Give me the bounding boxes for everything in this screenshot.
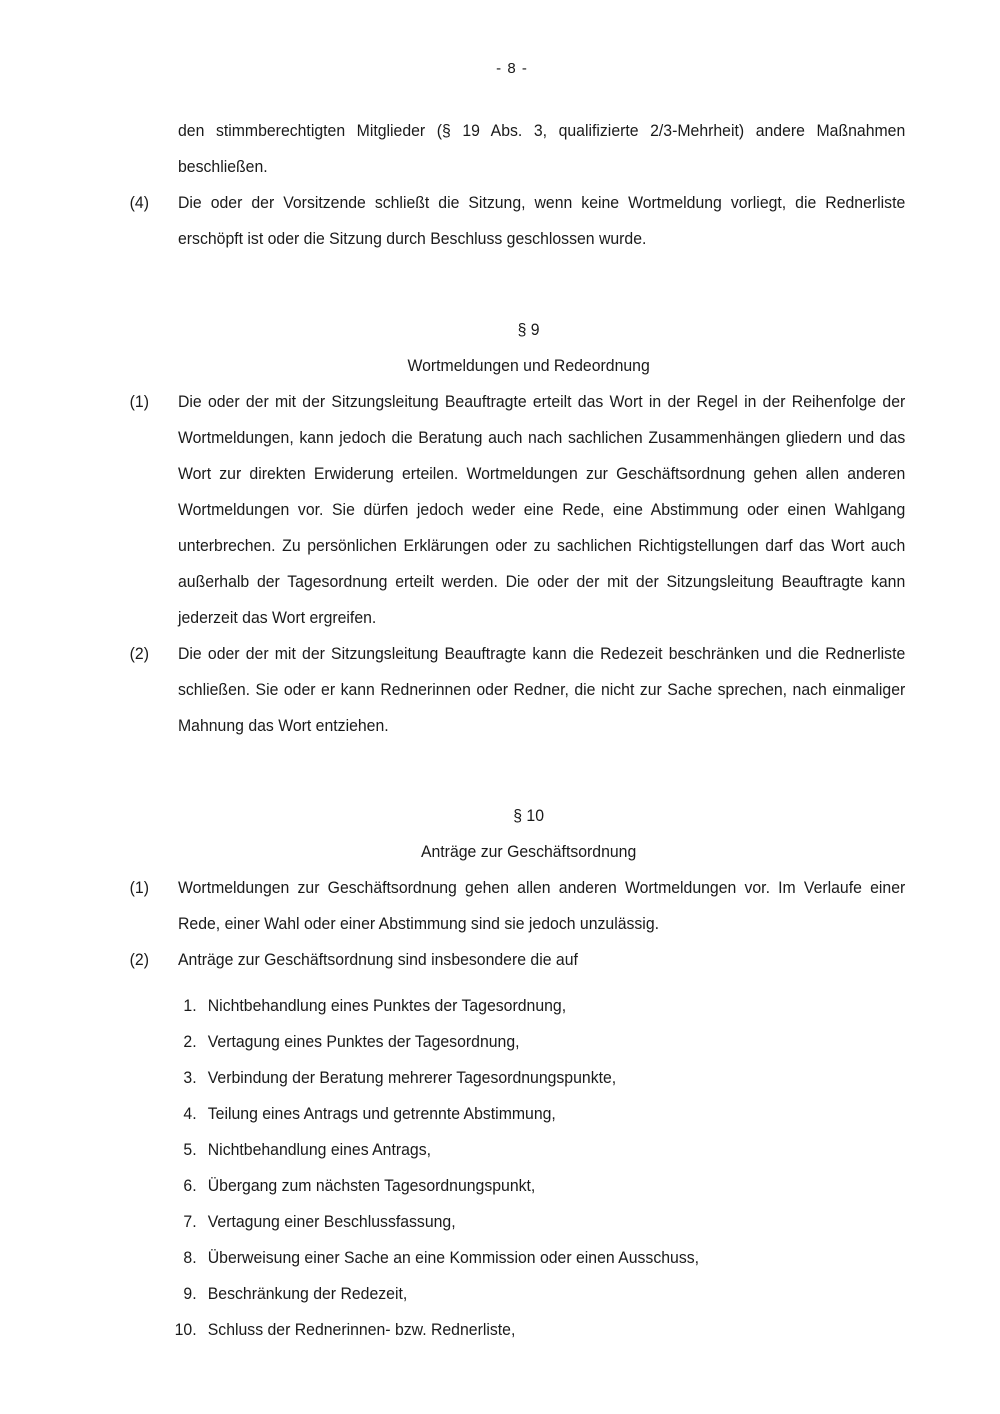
paragraph-number: (2)	[129, 644, 149, 663]
list-number: 10.	[174, 1320, 197, 1339]
list-item	[178, 1276, 905, 1312]
list-text: Schluss der Rednerinnen- bzw. Rednerliste,	[207, 1320, 516, 1339]
paragraph-4	[129, 185, 906, 257]
paragraph-text: Die oder der mit der Sitzungsleitung Beauftragte kann die Redezeit beschränken und die Rednerliste schließen. Sie oder er kann Rednerinnen oder Redner, die nicht zur Sache sprechen, nach einmaliger Mahnung das Wort entziehen.	[178, 644, 906, 735]
list-text: Überweisung einer Sache an eine Kommission oder einen Ausschuss,	[207, 1248, 700, 1267]
list-number: 9.	[183, 1284, 197, 1303]
list-item	[178, 1132, 905, 1168]
list-text: Verbindung der Beratung mehrerer Tagesordnungspunkte,	[207, 1068, 617, 1087]
list-number: 1.	[183, 996, 197, 1015]
section-9-paragraph-2	[129, 636, 906, 744]
motions-list	[174, 988, 905, 1348]
list-number: 8.	[183, 1248, 197, 1267]
paragraph-number: (4)	[129, 193, 149, 212]
list-number: 7.	[183, 1212, 197, 1231]
list-number: 2.	[183, 1032, 197, 1051]
list-text: Übergang zum nächsten Tagesordnungspunkt,	[207, 1176, 536, 1195]
list-number: 3.	[183, 1068, 197, 1087]
list-number: 6.	[183, 1176, 197, 1195]
paragraph-text: Anträge zur Geschäftsordnung sind insbesondere die auf	[178, 950, 578, 969]
section-9-paragraph-1	[129, 384, 906, 636]
page-number: - 8 -	[496, 60, 528, 77]
list-text: Vertagung eines Punktes der Tagesordnung,	[207, 1032, 520, 1051]
paragraph-text: Die oder der mit der Sitzungsleitung Beauftragte erteilt das Wort in der Regel in der Reihenfolge der Wortmeldungen, kann jedoch die Beratung auch nach sachlichen Zusammenhängen gliedern und das Wort zur direkten Erwiderung erteilen. Wortmeldungen zur Geschäftsordnung gehen allen anderen Wortmeldungen vor. Sie dürfen jedoch weder eine Rede, eine Abstimmung oder einen Wahlgang unterbrechen. Zu persönlichen Erklärungen oder zu sachlichen Richtigstellungen darf das Wort auch außerhalb der Tagesordnung erteilt werden. Die oder der mit der Sitzungsleitung Beauftragte kann jederzeit das Wort ergreifen.	[178, 392, 906, 627]
section-10-paragraph-1	[129, 870, 906, 942]
section-10-paragraph-2	[129, 942, 905, 978]
list-item	[178, 988, 905, 1024]
paragraph-continuation: den stimmberechtigten Mitglieder (§ 19 Abs. 3, qualifizierte 2/3-Mehrheit) andere Maßnahmen beschließen.	[178, 121, 906, 176]
list-item	[178, 1096, 905, 1132]
document-body	[129, 113, 906, 1348]
section-10-title: Anträge zur Geschäftsordnung	[420, 842, 637, 861]
list-number: 4.	[183, 1104, 197, 1123]
section-9-title: Wortmeldungen und Redeordnung	[407, 356, 650, 375]
list-item	[178, 1240, 905, 1276]
list-text: Beschränkung der Redezeit,	[207, 1284, 408, 1303]
paragraph-text: Die oder der Vorsitzende schließt die Sitzung, wenn keine Wortmeldung vorliegt, die Rednerliste erschöpft ist oder die Sitzung durch Beschluss geschlossen wurde.	[178, 193, 906, 248]
list-number: 5.	[183, 1140, 197, 1159]
list-item	[178, 1024, 905, 1060]
paragraph-number: (1)	[129, 392, 149, 411]
list-item	[178, 1204, 905, 1240]
list-text: Teilung eines Antrags und getrennte Abstimmung,	[207, 1104, 556, 1123]
list-text: Nichtbehandlung eines Antrags,	[207, 1140, 432, 1159]
list-text: Vertagung einer Beschlussfassung,	[207, 1212, 456, 1231]
list-item	[174, 1312, 905, 1348]
list-item	[178, 1060, 905, 1096]
list-item	[178, 1168, 905, 1204]
paragraph-number: (2)	[129, 950, 149, 969]
section-9-symbol: § 9	[517, 320, 540, 339]
paragraph-text: Wortmeldungen zur Geschäftsordnung gehen allen anderen Wortmeldungen vor. Im Verlaufe einer Rede, einer Wahl oder einer Abstimmung sind sie jedoch unzulässig.	[178, 878, 906, 933]
list-text: Nichtbehandlung eines Punktes der Tagesordnung,	[207, 996, 567, 1015]
paragraph-number: (1)	[129, 878, 149, 897]
section-10-symbol: § 10	[513, 806, 544, 825]
